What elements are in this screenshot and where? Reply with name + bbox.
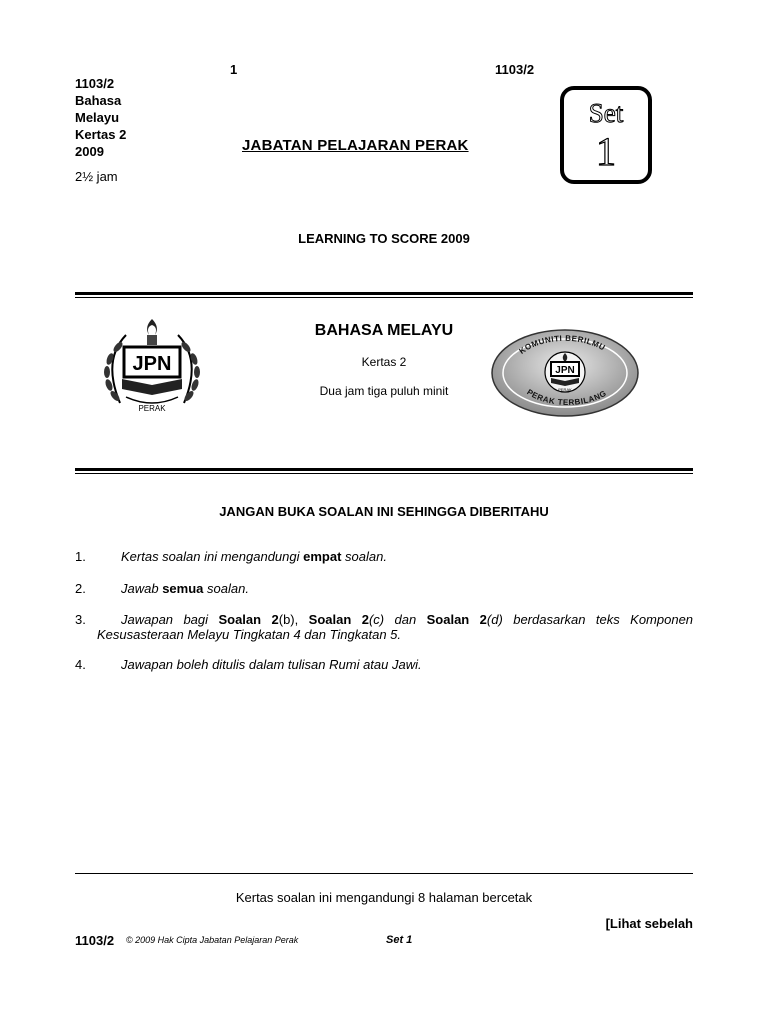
instruction-continuation: Kesusasteraan Melayu Tingkatan 4 dan Tingkatan 5. — [97, 627, 402, 642]
bottom-divider — [75, 468, 693, 474]
subject-title: BAHASA MELAYU — [314, 322, 454, 339]
paper-code-line: 2009 — [75, 144, 104, 159]
svg-text:JPN: JPN — [555, 365, 575, 376]
paper-code-block — [75, 75, 126, 160]
turn-over-note: [Lihat sebelah — [605, 916, 693, 931]
logo-bottom-text: PERAK TERBILANG — [525, 387, 609, 408]
duration-words: Dua jam tiga puluh minit — [319, 384, 449, 398]
instruction-2: 2. Jawab semua soalan. — [75, 581, 249, 596]
instruction-1: 1. Kertas soalan ini mengandungi empat soalan. — [75, 549, 387, 564]
set-word: Set — [588, 98, 624, 128]
instruction-number: 4. — [75, 657, 86, 672]
logo-top-text: KOMUNITI BERILMU — [517, 333, 607, 356]
instruction-number: 2. — [75, 581, 86, 596]
logo-center-text: PERAK — [558, 387, 572, 392]
footer-paper-code: 1103/2 — [75, 933, 115, 948]
paper-code-line: 1103/2 — [75, 76, 115, 91]
page-count-note: Kertas soalan ini mengandungi 8 halaman bercetak — [235, 890, 533, 905]
warning-heading: JANGAN BUKA SOALAN INI SEHINGGA DIBERITAHU — [219, 504, 549, 519]
paper-code-right: 1103/2 — [495, 62, 535, 77]
department-title: JABATAN PELAJARAN PERAK — [242, 137, 469, 154]
footer-copyright: © 2009 Hak Cipta Jabatan Pelajaran Perak — [126, 935, 299, 945]
program-title: LEARNING TO SCORE 2009 — [298, 231, 470, 246]
instruction-3: 3. Jawapan bagi Soalan 2(b), Soalan 2(c) dan Soalan 2(d) berdasarkan teks Komponen Kesusasteraan Melayu Tingkatan 4 dan Tingkatan 5. — [75, 612, 694, 642]
instruction-4: 4. Jawapan boleh ditulis dalam tulisan Rumi atau Jawi. — [75, 657, 422, 672]
footer-divider — [75, 873, 693, 874]
svg-text:JPN: JPN — [132, 353, 172, 375]
komuniti-berilmu-logo-icon — [490, 328, 640, 418]
set-number: 1 — [596, 129, 616, 174]
paper-code-line: Melayu — [75, 110, 120, 125]
instruction-number: 1. — [75, 549, 86, 564]
duration: 2½ jam — [75, 169, 118, 184]
instruction-number: 3. — [75, 612, 86, 627]
page-number: 1 — [230, 62, 238, 77]
paper-code-line: Kertas 2 — [75, 127, 127, 142]
paper-code-line: Bahasa — [75, 93, 122, 108]
top-divider — [75, 292, 693, 298]
footer-set: Set 1 — [386, 934, 413, 946]
emblem-text: PERAK — [138, 404, 166, 413]
paper-number: Kertas 2 — [361, 355, 407, 369]
set-badge — [560, 86, 652, 184]
